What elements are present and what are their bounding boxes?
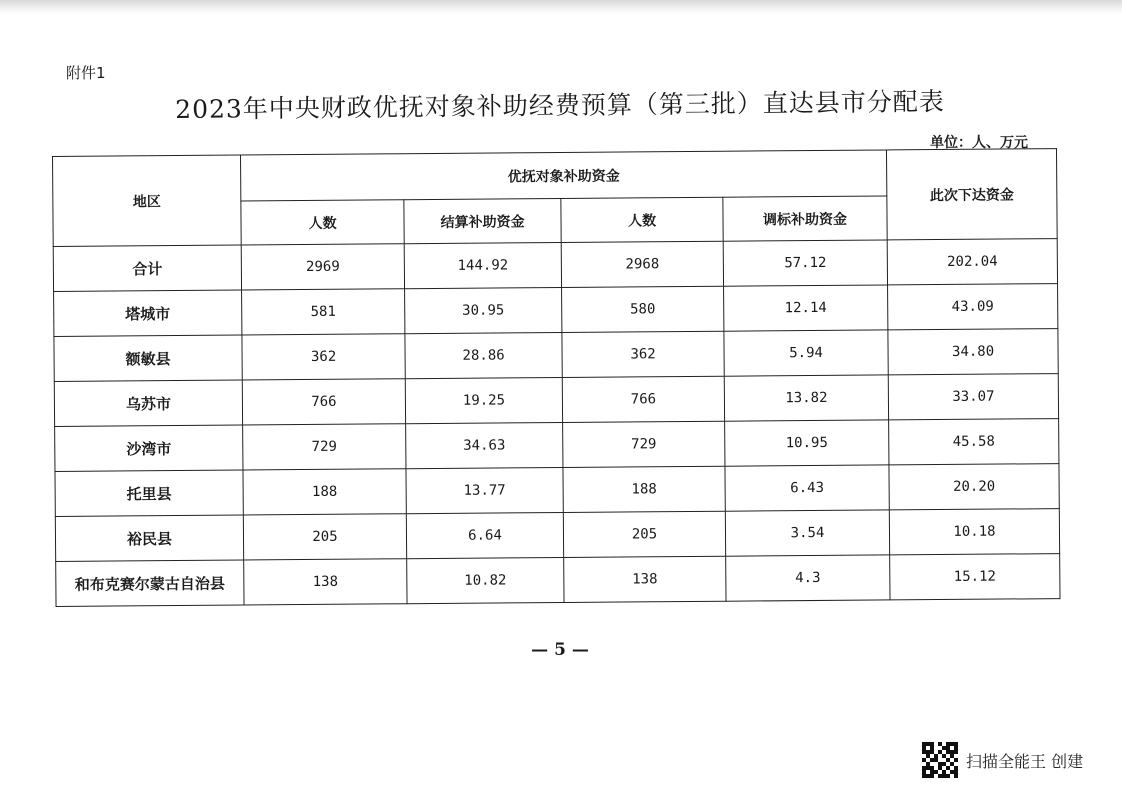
adjustment-cell: 12.14	[724, 285, 888, 331]
people2-cell: 729	[563, 421, 725, 467]
table-row	[56, 554, 1060, 607]
people2-cell: 766	[562, 376, 724, 422]
scan-top-edge	[0, 0, 1122, 14]
total-cell: 20.20	[889, 464, 1059, 510]
header-people-1: 人数	[241, 200, 404, 245]
total-cell: 43.09	[888, 284, 1058, 330]
people1-cell: 2969	[241, 244, 404, 290]
people1-cell: 188	[243, 469, 406, 515]
header-settlement: 结算补助资金	[404, 199, 561, 244]
adjustment-cell: 4.3	[726, 555, 890, 601]
adjustment-cell: 6.43	[725, 465, 889, 511]
people1-cell: 138	[244, 559, 407, 605]
settlement-cell: 34.63	[406, 422, 563, 468]
region-cell: 和布克赛尔蒙古自治县	[56, 560, 244, 606]
header-total: 此次下达资金	[886, 149, 1057, 240]
settlement-cell: 30.95	[405, 288, 562, 334]
page-number: — 5 —	[531, 640, 589, 660]
region-cell: 合计	[53, 245, 241, 291]
table-row	[53, 239, 1057, 292]
region-cell: 乌苏市	[54, 380, 242, 426]
region-cell: 托里县	[55, 470, 243, 516]
total-cell: 34.80	[888, 329, 1058, 375]
qr-code-icon	[922, 742, 958, 778]
adjustment-cell: 3.54	[725, 510, 889, 556]
header-region: 地区	[53, 155, 242, 246]
settlement-cell: 28.86	[405, 333, 562, 379]
people2-cell: 205	[563, 511, 725, 557]
people1-cell: 581	[242, 289, 405, 335]
header-row-1	[53, 149, 1057, 203]
table-row	[55, 509, 1059, 562]
unit-label: 单位：人、万元	[930, 135, 1028, 151]
people1-cell: 205	[243, 514, 406, 560]
people2-cell: 138	[564, 556, 726, 602]
settlement-cell: 10.82	[407, 557, 564, 603]
people2-cell: 188	[563, 466, 725, 512]
attachment-label: 附件1	[66, 64, 106, 82]
total-cell: 33.07	[888, 374, 1058, 420]
settlement-cell: 13.77	[406, 467, 563, 513]
region-cell: 沙湾市	[55, 425, 243, 471]
region-cell: 裕民县	[55, 515, 243, 561]
people1-cell: 362	[242, 334, 405, 380]
header-people-2: 人数	[561, 197, 723, 242]
table-row	[54, 284, 1058, 337]
people1-cell: 729	[243, 424, 406, 470]
header-adjustment: 调标补助资金	[723, 196, 887, 241]
adjustment-cell: 57.12	[723, 240, 887, 286]
total-cell: 202.04	[887, 239, 1057, 285]
table-row	[55, 464, 1059, 517]
adjustment-cell: 5.94	[724, 330, 888, 376]
allocation-table	[52, 148, 1061, 607]
scanner-watermark	[922, 742, 1083, 778]
settlement-cell: 6.64	[406, 512, 563, 558]
table-row	[54, 374, 1058, 427]
total-cell: 15.12	[890, 554, 1060, 600]
total-cell: 10.18	[889, 509, 1059, 555]
table-row	[55, 419, 1059, 472]
region-cell: 塔城市	[54, 290, 242, 336]
adjustment-cell: 10.95	[725, 420, 889, 466]
region-cell: 额敏县	[54, 335, 242, 381]
header-group: 优抚对象补助资金	[240, 150, 886, 201]
people2-cell: 362	[562, 331, 724, 377]
allocation-table-container	[52, 148, 1060, 607]
settlement-cell: 19.25	[405, 377, 562, 423]
total-cell: 45.58	[889, 419, 1059, 465]
document-title: 2023年中央财政优抚对象补助经费预算（第三批）直达县市分配表	[175, 86, 945, 125]
settlement-cell: 144.92	[404, 243, 561, 289]
people2-cell: 2968	[561, 241, 723, 287]
adjustment-cell: 13.82	[724, 375, 888, 421]
people2-cell: 580	[562, 286, 724, 332]
scanner-credit: 扫描全能王 创建	[966, 751, 1084, 771]
table-row	[54, 329, 1058, 382]
people1-cell: 766	[242, 379, 405, 425]
